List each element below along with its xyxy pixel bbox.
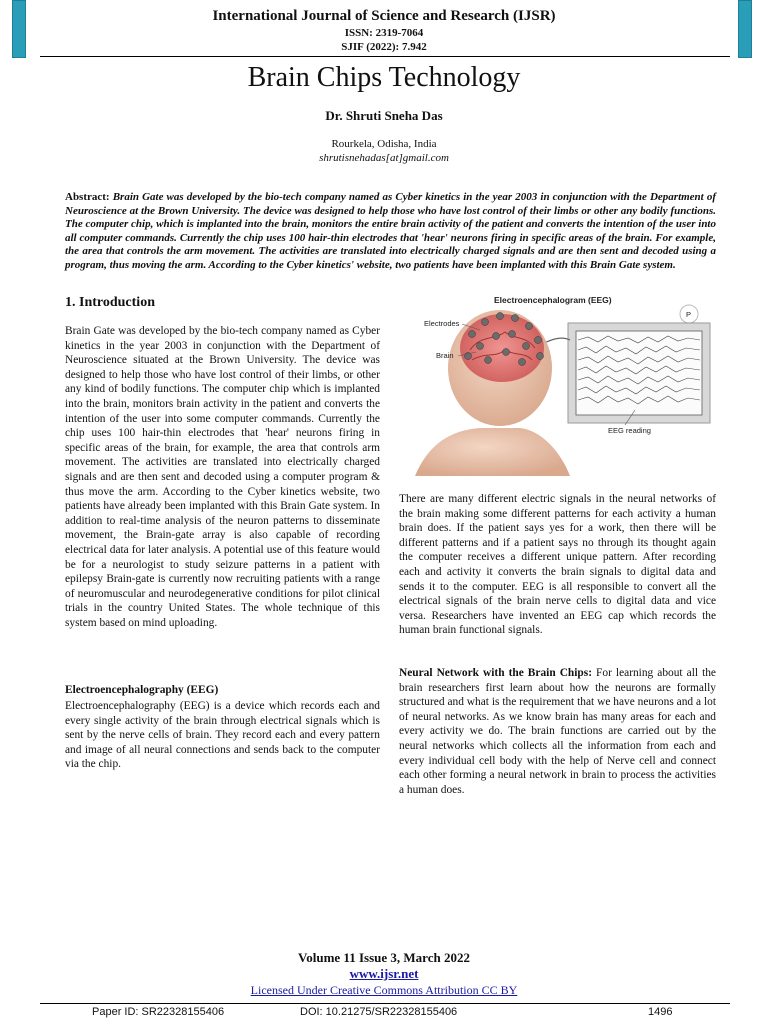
eeg-illustration: [410, 290, 716, 476]
page-number: 1496: [648, 1006, 673, 1018]
electrodes-label: Electrodes: [424, 319, 460, 328]
neural-network-paragraph: [399, 666, 716, 797]
introduction-paragraph: Brain Gate was developed by the bio-tech company named as Cyber kinetics in the year 2003 in conjunction with the Department of Neuroscience situated at the Brown University. The device was designed to help those who have lost control of their limbs, or other any kind of bodily functions. The computer chip which is implanted into the brain, monitors brain activity in the patient and converts the intention of the user into some computer commands. Currently the chip uses 100 hair-thin electrodes that 'hear' neurons firing in specific areas of the brain, for example, the area that controls arm movement. The activities are translated into electrically charged signals and are then sent and decoded using a computer program & thus move the arm. According to the Cyber kinetics website, two patients have already been implanted with this Brain Gate system. In addition to real-time analysis of the neuron patterns to disseminate movement, the Brain-gate array is also capable of recording electrical data for later analysis. A potential use of this feature would be for a neurologist to study seizure patterns in a patient with epilepsy Brain-gate is currently now recruiting patients with a range of neuromuscular and neurodegenerative conditions for pilot clinical trials in the country United States. The whole technique of this system based on mind uploading.: [65, 325, 380, 629]
pinterest-icon[interactable]: [680, 305, 698, 323]
eeg-figure: [410, 290, 716, 476]
paper-title: Brain Chips Technology: [247, 62, 521, 93]
eeg-monitor: [568, 323, 710, 423]
eeg-paragraph: Electroencephalography (EEG) is a device which records each and every single activity of the brain through electrical signals which is sent by the nerve cells of brain. They record each and every pattern and image of all neural connections and sends back to the computer via the chip.: [65, 700, 380, 771]
author-email: shrutisnehadas[at]gmail.com: [319, 152, 449, 164]
license-link[interactable]: Licensed Under Creative Commons Attribution CC BY: [250, 983, 518, 997]
brain-label: Brain: [436, 351, 454, 360]
author-affiliation: Rourkela, Odisha, India: [331, 138, 437, 150]
doi: DOI: 10.21275/SR22328155406: [300, 1006, 458, 1018]
eeg-reading-label: EEG reading: [608, 426, 651, 435]
figure-title: Electroencephalogram (EEG): [494, 295, 612, 305]
issn: ISSN: 2319-7064: [344, 27, 424, 39]
abstract-text: Brain Gate was developed by the bio-tech company named as Cyber kinetics in the year 2003 in conjunction with the Department of Neuroscience at the Brown University. The device was designed to help those who have lost control of their limbs or other any bodily functions. The computer chip, which is implanted into the brain, monitors the entire brain activity of the patient and converts the intention of the user into all computer commands. Currently the chip uses 100 hair-thin electrodes that 'hear' neurons firing in specific areas of the brain. For example, the area that controls the arm movement. The activities are translated into electrically charged signals and are then sent and decoded using a program, thus moving the arm. According to the Cyber kinetics' website, two patients have been implanted with this Brain Gate system.: [65, 191, 716, 271]
journal-website-link[interactable]: www.ijsr.net: [349, 966, 419, 981]
pin-glyph: P: [686, 310, 692, 319]
subheading-eeg: Electroencephalography (EEG): [65, 684, 219, 696]
journal-name: International Journal of Science and Research (IJSR): [212, 8, 556, 24]
abstract-label: Abstract:: [65, 191, 110, 203]
sjif: SJIF (2022): 7.942: [341, 41, 427, 53]
volume-issue: Volume 11 Issue 3, March 2022: [298, 950, 470, 965]
eeg-signals-paragraph: There are many different electric signals in the neural networks of the brain making some different patterns for each activity a human brain does. If the patient says yes for a work, then there will be different patterns and if a patient says no through its thought again the computer receives a different unique pattern. After recording each and activity it converts the brain signals to digital data and sends it to the computer. EEG is all responsible to convert all the electrical signals of the brain nerve cells to digital data and vice versa. Researchers have invented an EEG cap which records the human brain functional signals.: [399, 493, 716, 637]
neural-network-heading: Neural Network with the Brain Chips:: [399, 667, 592, 679]
section-heading-introduction: 1. Introduction: [65, 295, 155, 310]
author-name: Dr. Shruti Sneha Das: [325, 108, 443, 123]
header-divider: [40, 56, 730, 57]
paper-id: Paper ID: SR22328155406: [92, 1006, 225, 1018]
neural-network-text: For learning about all the brain researchers first learn about how the neurons are formally structured and what is the requirement that we have neurons and a lot of neural networks. As we know brain has many areas for each and every activity we do. The brain functions are carried out by the neural networks which collects all the information from each and every individual cell body with the help of Nerve cell and connect each other forming a neural network in brain to process the activities a human does.: [399, 667, 716, 796]
footer-divider: [40, 1003, 730, 1004]
abstract: [65, 191, 716, 272]
